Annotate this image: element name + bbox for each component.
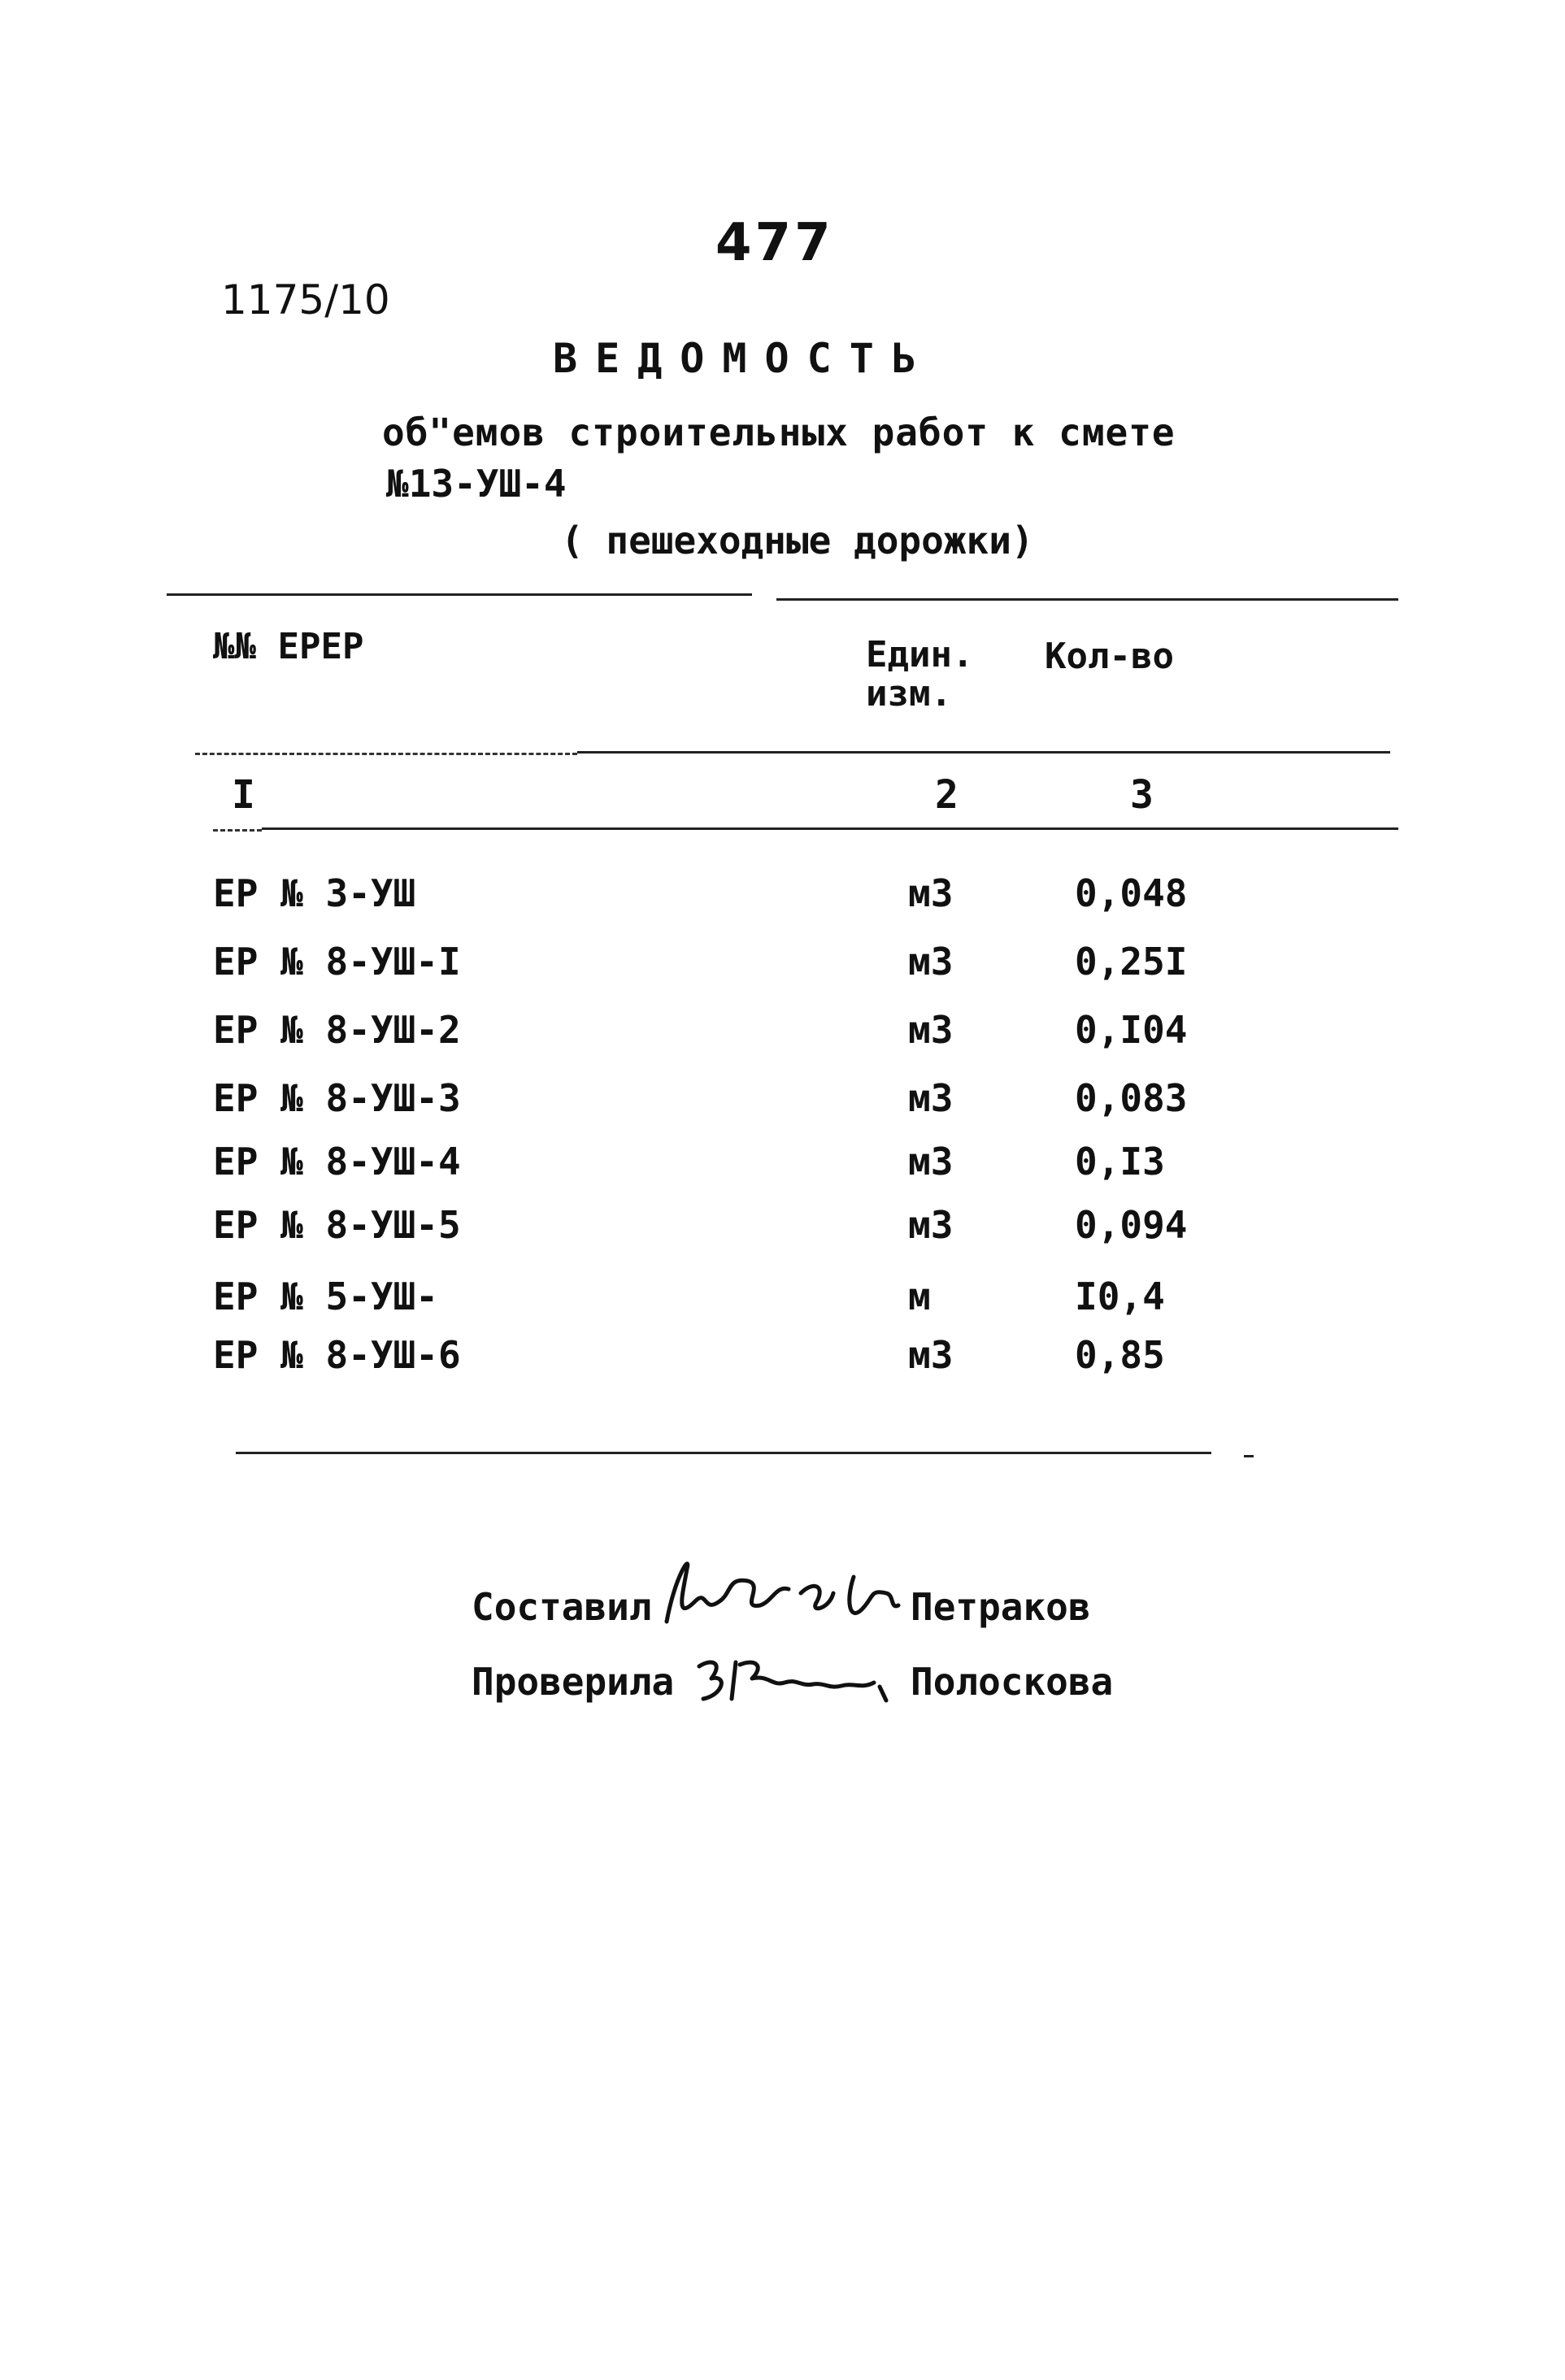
column-number-3: 3	[1130, 772, 1154, 818]
header-col-ids: №№ ЕРЕР	[213, 626, 364, 667]
column-number-1: I	[232, 772, 255, 818]
archive-number: 1175/10	[221, 276, 390, 324]
table-bottom-rule-tail	[1244, 1455, 1254, 1457]
table-row	[213, 1333, 1270, 1401]
header-bottom-rule-left	[195, 753, 577, 755]
table-row	[213, 871, 1270, 940]
row-code: ЕР № 5-УШ-	[213, 1275, 438, 1318]
compiled-by-name: Петраков	[911, 1585, 1091, 1629]
header-col-qty: Кол-во	[1045, 636, 1174, 677]
column-numbers-rule-right	[262, 827, 1398, 830]
row-qty: I0,4	[1075, 1275, 1165, 1318]
subtitle-line-3: ( пешеходные дорожки)	[561, 519, 1034, 562]
checked-by-label: Проверила	[472, 1660, 675, 1704]
table-row	[213, 1203, 1270, 1275]
compiled-by-label: Составил	[472, 1585, 652, 1629]
row-code: ЕР № 8-УШ-3	[213, 1076, 461, 1120]
row-code: ЕР № 8-УШ-6	[213, 1333, 461, 1377]
table-row	[213, 940, 1270, 1008]
header-col-unit: Един. изм.	[866, 634, 974, 714]
page-number: 477	[715, 213, 834, 273]
row-qty: 0,083	[1075, 1076, 1188, 1120]
compiled-by-signature	[650, 1544, 911, 1642]
checked-by-signature	[691, 1642, 911, 1715]
column-number-2: 2	[935, 772, 959, 818]
row-qty: 0,25I	[1075, 940, 1188, 984]
table-row	[213, 1008, 1270, 1076]
row-qty: 0,I3	[1075, 1140, 1165, 1183]
row-qty: 0,85	[1075, 1333, 1165, 1377]
row-code: ЕР № 3-УШ	[213, 871, 416, 915]
row-code: ЕР № 8-УШ-I	[213, 940, 461, 984]
checked-by-name: Полоскова	[911, 1660, 1114, 1704]
row-unit: м3	[908, 1140, 954, 1183]
row-code: ЕР № 8-УШ-2	[213, 1008, 461, 1052]
row-code: ЕР № 8-УШ-5	[213, 1203, 461, 1247]
subtitle-line-1: об"емов строительных работ к смете	[382, 410, 1176, 454]
row-qty: 0,048	[1075, 871, 1188, 915]
header-bottom-rule-right	[577, 751, 1390, 754]
table-row	[213, 1275, 1270, 1333]
column-numbers-rule-left	[213, 829, 262, 832]
table-row	[213, 1140, 1270, 1203]
row-unit: м3	[908, 1076, 954, 1120]
row-qty: 0,094	[1075, 1203, 1188, 1247]
row-qty: 0,I04	[1075, 1008, 1188, 1052]
table-top-rule-right	[776, 598, 1398, 601]
table-bottom-rule	[236, 1452, 1211, 1454]
table-top-rule-left	[167, 593, 752, 596]
row-unit: м	[908, 1275, 931, 1318]
row-unit: м3	[908, 940, 954, 984]
table-body	[213, 871, 1270, 1401]
table-row	[213, 1076, 1270, 1140]
row-unit: м3	[908, 1008, 954, 1052]
document-title: ВЕДОМОСТЬ	[553, 335, 934, 382]
row-code: ЕР № 8-УШ-4	[213, 1140, 461, 1183]
row-unit: м3	[908, 1203, 954, 1247]
subtitle-line-2: №13-УШ-4	[386, 462, 567, 506]
row-unit: м3	[908, 1333, 954, 1377]
row-unit: м3	[908, 871, 954, 915]
